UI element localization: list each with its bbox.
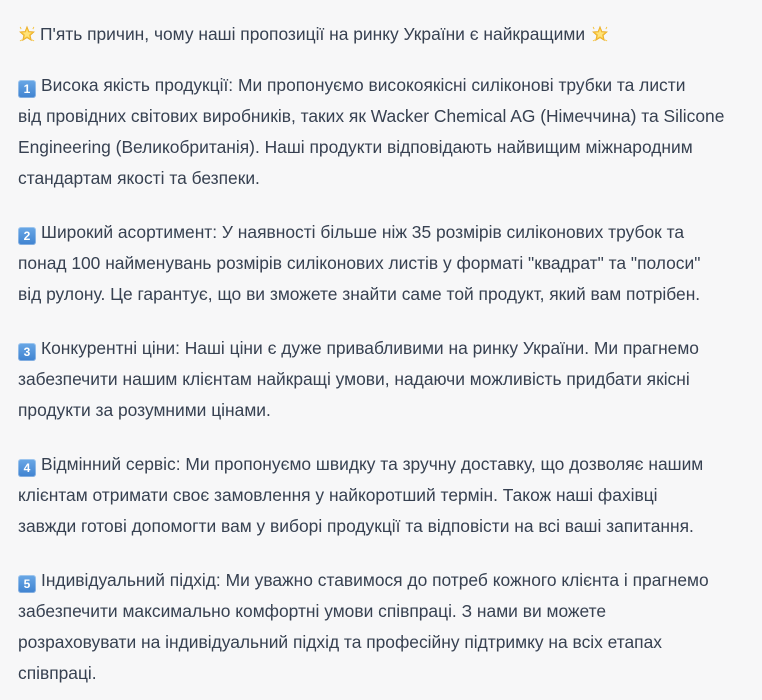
reason-item-2 — [18, 217, 744, 310]
reason-line — [18, 449, 744, 480]
reason-line — [18, 217, 744, 248]
reason-text: Висока якість продукції: Ми пропонуємо високоякісні силіконові трубки та листи — [41, 75, 686, 95]
reason-line: понад 100 найменувань розмірів силіконових листів у форматі "квадрат" та "полоси" — [18, 253, 701, 273]
reason-text: Конкурентні ціни: Наші ціни є дуже привабливими на ринку України. Ми прагнемо — [41, 338, 699, 358]
reason-line — [18, 565, 744, 596]
keycap-5-icon: 5 — [18, 575, 36, 593]
reason-line: забезпечити максимально комфортні умови співпраці. З нами ви можете — [18, 601, 607, 621]
keycap-4-icon: 4 — [18, 459, 36, 477]
reason-item-4 — [18, 449, 744, 542]
keycap-1-icon: 1 — [18, 80, 36, 98]
reason-line: від провідних світових виробників, таких як Wacker Chemical AG (Німеччина) та Silicone — [18, 106, 725, 126]
glowing-star-icon — [591, 25, 609, 43]
reason-line: від рулону. Це гарантує, що ви зможете знайти саме той продукт, який вам потрібен. — [18, 284, 701, 304]
reason-line: завжди готові допомогти вам у виборі продукції та відповісти на всі ваші запитання. — [18, 516, 694, 536]
reason-text: Індивідуальний підхід: Ми уважно ставимося до потреб кожного клієнта і прагнемо — [41, 570, 709, 590]
reason-item-1 — [18, 70, 744, 194]
title-text: П'ять причин, чому наші пропозиції на ринку України є найкращими — [40, 24, 586, 44]
reason-line: стандартам якості та безпеки. — [18, 168, 260, 188]
reason-line: забезпечити нашим клієнтам найкращі умови, надаючи можливість придбати якісні — [18, 369, 690, 389]
reason-line: розраховувати на індивідуальний підхід та професійну підтримку на всіх етапах — [18, 632, 662, 652]
message-title — [18, 20, 744, 48]
reason-line: клієнтам отримати своє замовлення у найкоротший термін. Також наші фахівці — [18, 485, 658, 505]
glowing-star-icon — [18, 25, 36, 43]
reason-text: Широкий асортимент: У наявності більше ніж 35 розмірів силіконових трубок та — [41, 222, 685, 242]
reason-line: Engineering (Великобританія). Наші продукти відповідають найвищим міжнародним — [18, 137, 693, 157]
reason-text: Відмінний сервіс: Ми пропонуємо швидку та зручну доставку, що дозволяє нашим — [41, 454, 704, 474]
reason-line: продукти за розумними цінами. — [18, 400, 271, 420]
reason-line: співпраці. — [18, 663, 97, 683]
reason-item-5 — [18, 565, 744, 689]
keycap-3-icon: 3 — [18, 343, 36, 361]
reason-line — [18, 70, 744, 101]
reason-item-3 — [18, 333, 744, 426]
reason-line — [18, 333, 744, 364]
keycap-2-icon: 2 — [18, 227, 36, 245]
